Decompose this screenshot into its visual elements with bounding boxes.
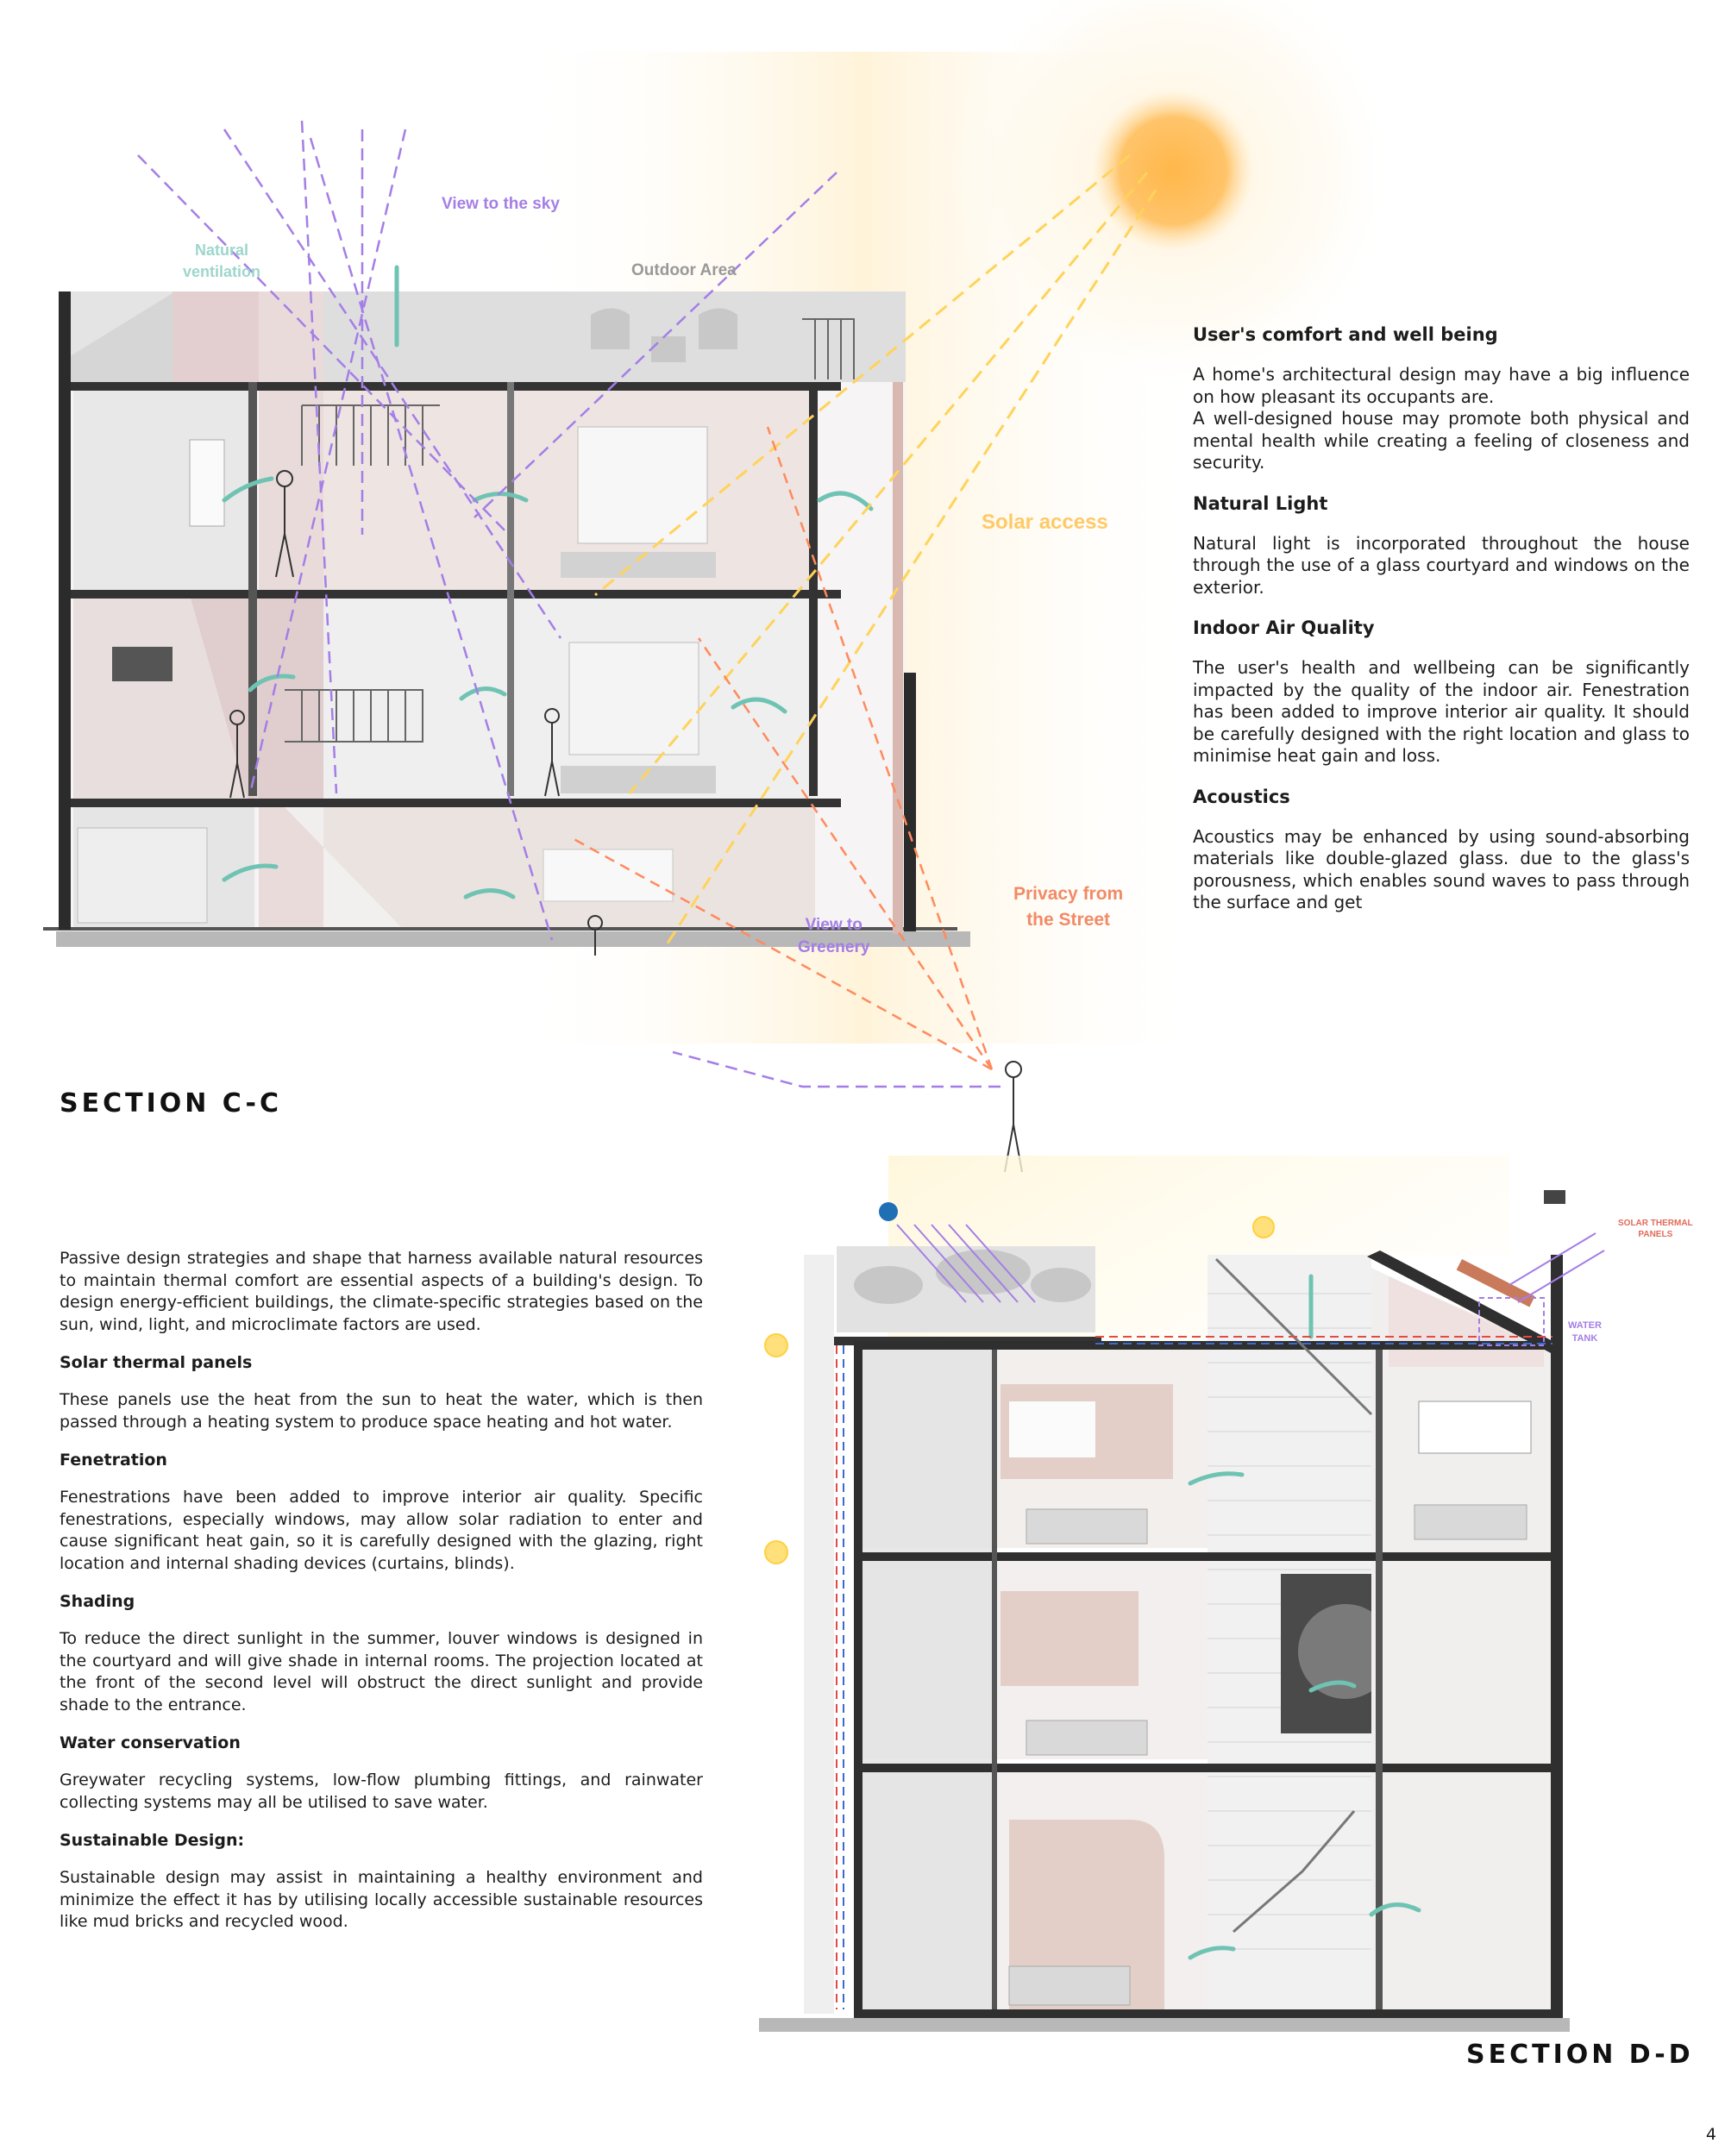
- section-dd-title: SECTION D-D: [1466, 2040, 1694, 2070]
- label-natural-ventilation: Natural ventilation: [183, 241, 261, 280]
- left-item-water: Water conservation Greywater recycling systems, low-flow plumbing fittings, and rainwater collecting systems may all be utilised to save water.: [60, 1733, 703, 1812]
- left-item-fenetration: Fenetration Fenestrations have been added to improve interior air quality. Specific fenestrations, especially windows, may allow solar radiation to enter and cause significant heat gain, so it is carefully designed with the glazing, right location and internal shading devices (curtains, blinds).: [60, 1451, 703, 1573]
- label-solar-thermal-panels: SOLAR THERMAL PANELS: [1618, 1219, 1693, 1239]
- label-privacy-street: Privacy from the Street: [1013, 884, 1124, 930]
- left-item-sustainable: Sustainable Design: Sustainable design may assist in maintaining a healthy environment and minimize the effect it has by utilising locally accessible sustainable resources like mud bricks and recycled wood.: [60, 1831, 703, 1931]
- label-view-greenery: View to Greenery: [798, 916, 870, 956]
- left-item-solar-thermal: Solar thermal panels These panels use the heat from the sun to heat the water, which is then passed through a heating system to produce space heating and hot water.: [60, 1353, 703, 1432]
- right-item-natural-light: Natural Light Natural light is incorporated throughout the house through the use of a glass courtyard and windows on the exterior.: [1193, 492, 1690, 598]
- right-item-acoustics: Acoustics Acoustics may be enhanced by using sound-absorbing materials like double-glazed glass. due to the glass's porousness, which enables sound waves to pass through the surface and get: [1193, 786, 1690, 912]
- label-solar-access: Solar access: [982, 511, 1108, 534]
- section-dd-drawing: [750, 1156, 1699, 2001]
- rainwater-icon: [879, 1202, 898, 1221]
- label-outdoor-area: Outdoor Area: [631, 261, 737, 279]
- right-item-comfort: User's comfort and well being A home's architectural design may have a big influence on how pleasant its occupants are. A well-designed house may promote both physical and mental health while creating a feeling of closeness and security.: [1193, 324, 1690, 473]
- section-cc-title: SECTION C-C: [60, 1088, 282, 1119]
- left-intro: Passive design strategies and shape that harness available natural resources to maintain thermal comfort are essential aspects of a building's design. To design energy-efficient buildings, the climate-specific strategies based on the sun, wind, light, and microclimate factors are used.: [60, 1249, 703, 1334]
- page-number: 4: [1705, 2125, 1716, 2144]
- right-item-air-quality: Indoor Air Quality The user's health and wellbeing can be significantly impacted by the quality of the indoor air. Fenestration has been added to improve interior air quality. It should be carefully designed with the right location and glass to minimise heat gain and loss.: [1193, 617, 1690, 766]
- dd-right-block: [1371, 1255, 1552, 2014]
- label-water-tank: WATER TANK: [1568, 1320, 1602, 1344]
- left-text-column: [60, 1248, 703, 1951]
- solar-panel-icon: [1544, 1190, 1565, 1204]
- label-view-to-sky: View to the sky: [442, 195, 560, 213]
- right-text-column: [1193, 324, 1690, 933]
- left-item-shading: Shading To reduce the direct sunlight in the summer, louver windows is designed in the courtyard and will give shade in internal rooms. The projection located at the front of the second level will obstruct the direct sunlight and provide shade to the entrance.: [60, 1592, 703, 1714]
- floor-3-left: [73, 390, 254, 590]
